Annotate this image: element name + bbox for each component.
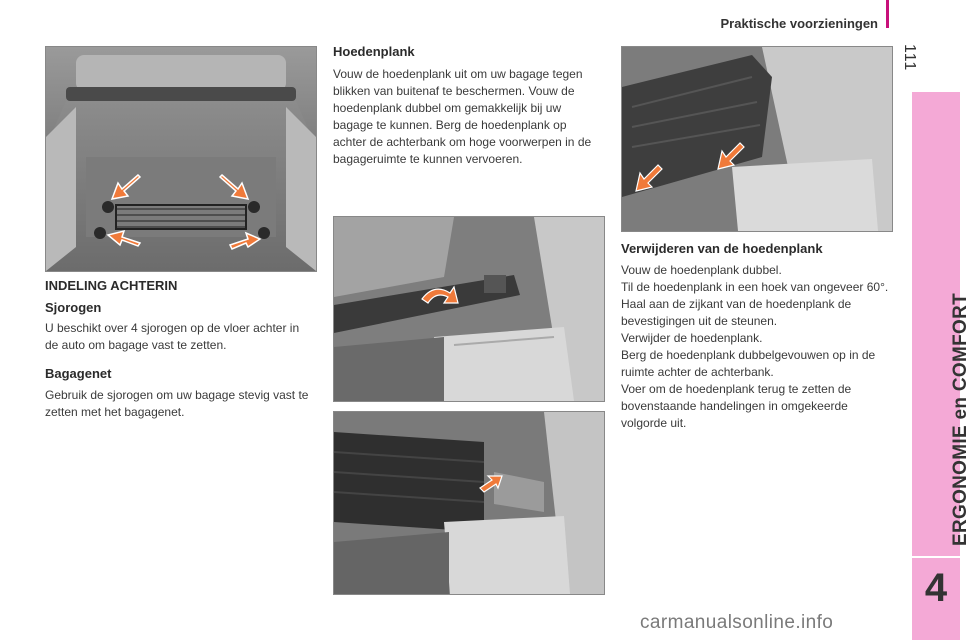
removal-line: Vouw de hoedenplank dubbel. <box>621 263 782 277</box>
removal-line: Verwijder de hoedenplank. <box>621 331 763 345</box>
removal-line: Til de hoedenplank in een hoek van ongeveer 60°. <box>621 280 889 294</box>
photo-parcel-shelf-stowed <box>333 411 605 595</box>
page-number: 111 <box>901 44 918 72</box>
hoedenplank-title: Hoedenplank <box>333 44 415 59</box>
photo-parcel-shelf-removal <box>621 46 893 232</box>
photo-boot-lashing-rings <box>45 46 317 272</box>
sjorogen-text: U beschikt over 4 sjorogen op de vloer achter in de auto om bagage vast te zetten. <box>45 321 300 352</box>
header-accent-bar <box>886 0 889 28</box>
sjorogen-title: Sjorogen <box>45 300 102 315</box>
bagagenet-text: Gebruik de sjorogen om uw bagage stevig vast te zetten met het bagagenet. <box>45 388 309 419</box>
hoedenplank-text: Vouw de hoedenplank uit om uw bagage tegen blikken van buitenaf te beschermen. Vouw de hoedenplank dubbel om gemakkelijk bij uw bagage te kunnen. Berg de hoedenplank op achter de achterbank om hoge voorwerpen in de bagageruimte te kunnen vervoeren. <box>333 67 592 166</box>
running-header: Praktische voorzieningen <box>720 16 878 31</box>
chapter-tab-divider <box>912 556 960 558</box>
removal-title: Verwijderen van de hoedenplank <box>621 241 823 256</box>
removal-instructions <box>621 262 893 432</box>
removal-line: Voer om de hoedenplank terug te zetten de bovenstaande handelingen in omgekeerde volgorde uit. <box>621 382 852 430</box>
removal-line: Berg de hoedenplank dubbelgevouwen op in de ruimte achter de achterbank. <box>621 348 876 379</box>
removal-line: Haal aan de zijkant van de hoedenplank de bevestigingen uit de steunen. <box>621 297 852 328</box>
chapter-title: ERGONOMIE en COMFORT <box>950 293 971 546</box>
bagagenet-title: Bagagenet <box>45 366 112 381</box>
watermark: carmanualsonline.info <box>640 612 834 633</box>
photo-parcel-shelf-folding <box>333 216 605 402</box>
chapter-number: 4 <box>924 566 948 610</box>
section-title: INDELING ACHTERIN <box>45 278 178 293</box>
